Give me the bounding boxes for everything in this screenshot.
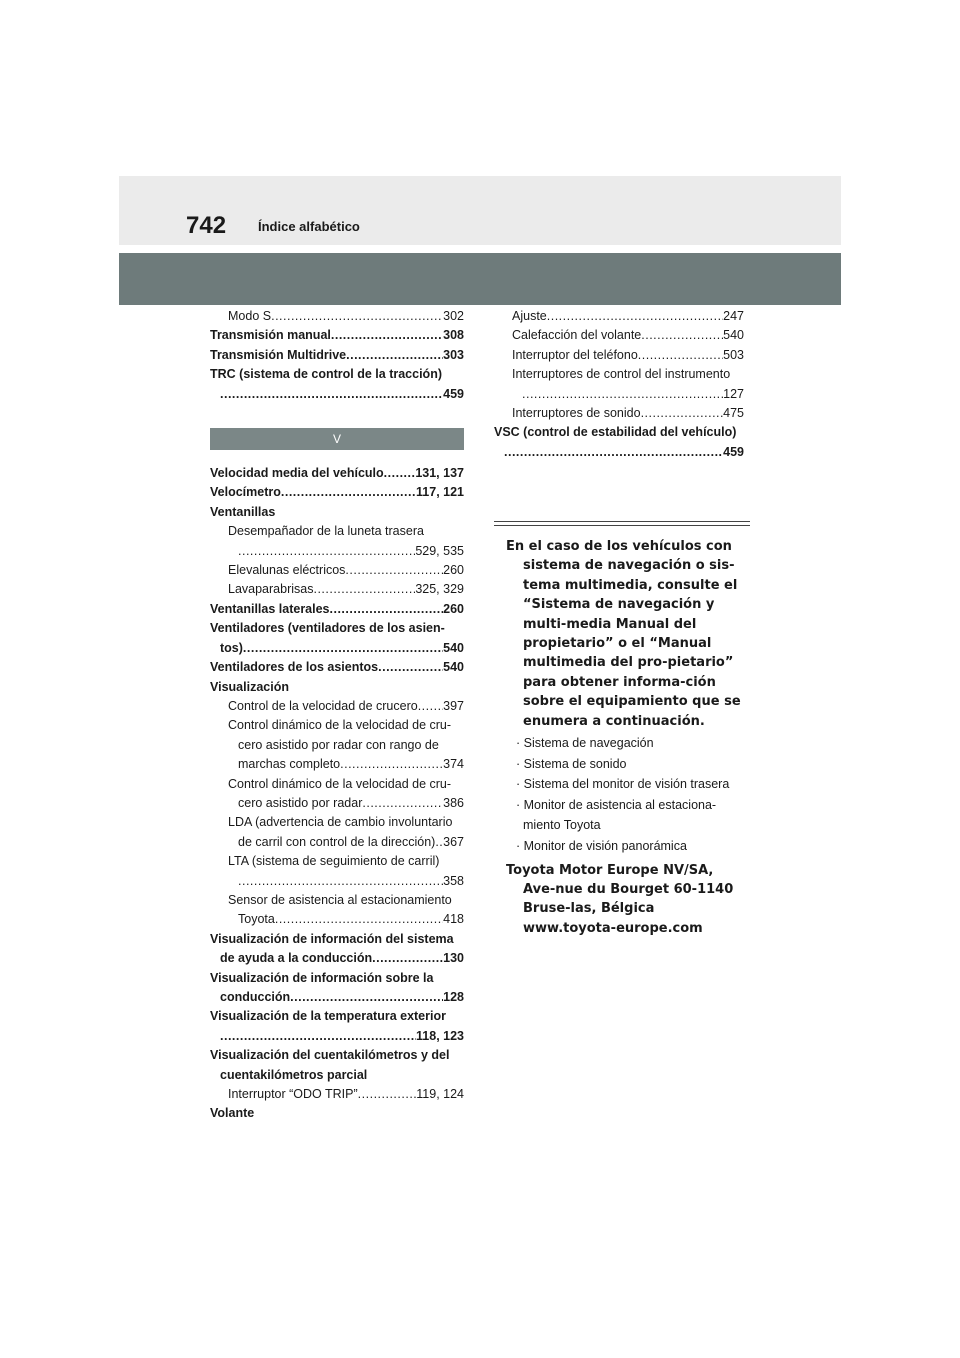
index-entry-leader-dots <box>547 307 723 326</box>
index-entry-term: de ayuda a la conducción <box>220 951 373 966</box>
index-entry-pages: 397 <box>443 698 464 713</box>
index-entry <box>210 775 464 794</box>
index-entry-leader-dots <box>641 326 723 345</box>
index-entry-leader-dots <box>340 755 443 774</box>
index-entry-term: cero asistido por radar <box>238 795 363 810</box>
index-entry-term: VSC (control de estabilidad del vehículo) <box>494 425 737 440</box>
note-list-item: · Sistema del monitor de visión trasera <box>516 777 730 792</box>
index-entry-pages: 418 <box>443 912 464 927</box>
index-entry <box>210 580 464 599</box>
index-entry-pages: 367 <box>443 834 464 849</box>
note-item-list <box>506 733 750 857</box>
index-entry <box>494 423 744 442</box>
index-entry <box>210 716 464 735</box>
index-entry-leader-dots <box>220 385 443 404</box>
index-entry-pages: 131, 137 <box>415 466 464 481</box>
index-right-column <box>494 307 744 462</box>
index-entry-pages: 127 <box>723 386 744 401</box>
index-entry-term: Lavaparabrisas <box>228 582 314 597</box>
index-entry-pages: 540 <box>443 660 464 675</box>
index-entry-leader-dots <box>281 483 416 502</box>
index-entry <box>210 346 464 365</box>
index-entry-term: de carril con control de la dirección) <box>238 834 436 849</box>
index-entry <box>210 988 464 1007</box>
index-entry-leader-dots <box>522 385 723 404</box>
index-entry-leader-dots <box>238 872 443 891</box>
index-entry-term: Interruptor “ODO TRIP” <box>228 1087 358 1102</box>
index-entry-term: Ventiladores (ventiladores de los asien- <box>210 621 445 636</box>
index-entry-pages: 459 <box>723 444 744 459</box>
index-entry <box>210 1085 464 1104</box>
note-divider-rule <box>494 521 750 526</box>
index-entry <box>210 910 464 929</box>
index-entry-leader-dots <box>313 580 415 599</box>
index-entry-term: marchas completo <box>238 757 341 772</box>
index-entry-term: Sensor de asistencia al estacionamiento <box>228 892 452 907</box>
index-entry-term: Calefacción del volante <box>512 328 642 343</box>
index-entry <box>210 872 464 891</box>
index-entry-pages: 118, 123 <box>416 1028 464 1043</box>
index-entry-pages: 503 <box>723 347 744 362</box>
index-entry-pages: 119, 124 <box>416 1087 464 1102</box>
index-entry-term: Visualización de información sobre la <box>210 970 434 985</box>
index-entry-leader-dots <box>435 833 443 852</box>
index-entry-term: Ajuste <box>512 309 547 323</box>
index-entry <box>210 891 464 910</box>
index-entry-leader-dots <box>378 658 443 677</box>
index-entry <box>210 639 464 658</box>
note-list-item: · Sistema de sonido <box>516 756 627 771</box>
index-entry-term: Elevalunas eléctricos <box>228 563 346 578</box>
index-entry-leader-dots <box>220 1027 416 1046</box>
index-entry <box>210 561 464 580</box>
index-entry-term: Ventanillas laterales <box>210 601 330 616</box>
note-list-item: · Sistema de navegación <box>516 736 654 751</box>
index-entry-pages: 540 <box>723 328 744 343</box>
page-header-band <box>119 176 841 245</box>
index-entry <box>210 522 464 541</box>
index-entry <box>210 949 464 968</box>
index-entry-leader-dots <box>418 697 443 716</box>
index-entry-term: Ventanillas <box>210 504 276 519</box>
index-entry <box>494 365 744 384</box>
index-entry <box>210 1104 464 1123</box>
index-entry <box>210 1007 464 1026</box>
index-entry <box>494 346 744 365</box>
index-entry-term: Visualización del cuentakilómetros y del <box>210 1048 450 1063</box>
index-entry <box>210 600 464 619</box>
index-entry-pages: 540 <box>443 640 464 655</box>
index-entry <box>210 619 464 638</box>
index-entry-term: Control dinámico de la velocidad de cru- <box>228 776 452 791</box>
index-entry <box>494 307 744 326</box>
index-entry <box>494 443 744 462</box>
index-entry-pages: 459 <box>443 386 464 401</box>
index-entry-leader-dots <box>243 639 443 658</box>
index-entry-term: LDA (advertencia de cambio involuntario <box>228 815 453 830</box>
index-entry-leader-dots <box>372 949 443 968</box>
index-entry <box>210 483 464 502</box>
index-entry <box>210 969 464 988</box>
note-list-item: miento Toyota <box>523 818 601 833</box>
index-entry <box>210 833 464 852</box>
index-entry-term: LTA (sistema de seguimiento de carril) <box>228 854 440 869</box>
index-entry <box>210 385 464 404</box>
page-number: 742 <box>186 212 227 239</box>
index-entry-leader-dots <box>330 600 444 619</box>
index-entry <box>210 678 464 697</box>
index-entry-leader-dots <box>641 404 724 423</box>
index-entry-term: Velocidad media del vehículo <box>210 466 384 481</box>
index-entry-leader-dots <box>271 307 443 326</box>
index-entry-leader-dots <box>275 910 443 929</box>
index-entry-term: Velocímetro <box>210 485 281 500</box>
index-entry <box>210 755 464 774</box>
index-entry-term: Visualización <box>210 679 289 694</box>
index-entry <box>494 404 744 423</box>
index-entry-term: cuentakilómetros parcial <box>220 1067 368 1082</box>
index-entry-leader-dots <box>358 1085 417 1104</box>
index-entry <box>210 464 464 483</box>
index-entry-leader-dots <box>346 346 443 365</box>
index-entry <box>210 1027 464 1046</box>
index-entry <box>494 326 744 345</box>
index-entry <box>210 1066 464 1085</box>
index-entry-term: Control dinámico de la velocidad de cru- <box>228 718 452 733</box>
index-entry-term: Control de la velocidad de crucero <box>228 698 418 713</box>
index-entry-pages: 303 <box>443 347 464 362</box>
index-entry-term: Interruptores de control del instrumento <box>512 367 731 382</box>
index-entry-leader-dots <box>331 326 443 345</box>
index-entry <box>210 542 464 561</box>
index-entry <box>210 365 464 384</box>
index-entry-term: Visualización de la temperatura exterior <box>210 1009 446 1024</box>
index-entry-pages: 374 <box>443 757 464 772</box>
index-entry <box>210 658 464 677</box>
index-entry <box>210 813 464 832</box>
index-entry-term: Ventiladores de los asientos <box>210 660 379 675</box>
index-entry-pages: 260 <box>443 563 464 578</box>
index-entry-pages: 358 <box>443 873 464 888</box>
index-entry-term: Desempañador de la luneta trasera <box>228 524 424 539</box>
index-entry <box>210 326 464 345</box>
index-entry-pages: 529, 535 <box>415 543 464 558</box>
index-entry-leader-dots <box>384 464 416 483</box>
note-heading: En el caso de los vehículos con sistema de navegación o sis-tema multimedia, consulte el “Sistema de navegación y multi-media Manual del propietario” o el “Manual multimedia del pro-pietario” para obtener informa-ción sobre el equipamiento que se enumera a continuación. <box>506 539 741 729</box>
index-entry <box>210 930 464 949</box>
section-title: Índice alfabético <box>258 219 360 234</box>
index-entry-leader-dots <box>638 346 723 365</box>
index-entry-pages: 128 <box>443 990 464 1004</box>
index-entry <box>210 697 464 716</box>
index-entry-leader-dots <box>345 561 443 580</box>
index-entry-leader-dots <box>504 443 723 462</box>
index-entry-term: TRC (sistema de control de la tracción) <box>210 367 442 382</box>
index-entry-pages: 117, 121 <box>416 485 464 500</box>
index-entry-term: tos) <box>220 640 243 655</box>
index-entry-pages: 130 <box>443 951 464 966</box>
index-entry <box>210 307 464 326</box>
index-entry <box>210 1046 464 1065</box>
index-entries-before-v <box>210 307 464 404</box>
index-entry-pages: 325, 329 <box>415 582 464 597</box>
index-entry-term: Volante <box>210 1106 255 1121</box>
index-entry-pages: 260 <box>443 601 464 616</box>
index-entry-term: cero asistido por radar con rango de <box>238 737 439 752</box>
header-dark-band <box>119 253 841 305</box>
index-entry-term: conducción <box>220 990 291 1004</box>
index-entry-term: Modo S <box>228 309 272 323</box>
letter-divider-v: V <box>210 428 464 450</box>
index-entry <box>210 736 464 755</box>
index-entry-pages: 475 <box>723 406 744 421</box>
index-entry <box>494 385 744 404</box>
note-list-item: · Monitor de visión panorámica <box>516 839 687 854</box>
index-entry-term: Interruptor del teléfono <box>512 347 638 362</box>
index-entry <box>210 852 464 871</box>
index-entries-right <box>494 307 744 462</box>
index-entry <box>210 503 464 522</box>
index-entry-pages: 247 <box>723 309 744 323</box>
index-entry-leader-dots <box>362 794 443 813</box>
index-entry <box>210 794 464 813</box>
index-entry-term: Visualización de información del sistema <box>210 931 454 946</box>
index-entry-term: Transmisión Multidrive <box>210 347 347 362</box>
multimedia-note <box>506 537 750 938</box>
index-entry-pages: 308 <box>443 328 464 343</box>
index-entry-leader-dots <box>238 542 415 561</box>
index-entry-term: Toyota <box>238 912 275 927</box>
index-entry-leader-dots <box>290 988 443 1007</box>
note-footer-address: Toyota Motor Europe NV/SA, Ave-nue du Bourget 60-1140 Bruse-las, Bélgica www.toyota-europe.com <box>506 862 734 936</box>
index-entry-pages: 386 <box>443 795 464 810</box>
index-entry-term: Transmisión manual <box>210 328 331 343</box>
index-entries-v <box>210 464 464 1124</box>
index-entry-term: Interruptores de sonido <box>512 406 641 421</box>
index-left-column <box>210 307 464 1124</box>
index-entry-pages: 302 <box>443 309 464 323</box>
note-list-item: · Monitor de asistencia al estaciona- <box>516 797 717 812</box>
